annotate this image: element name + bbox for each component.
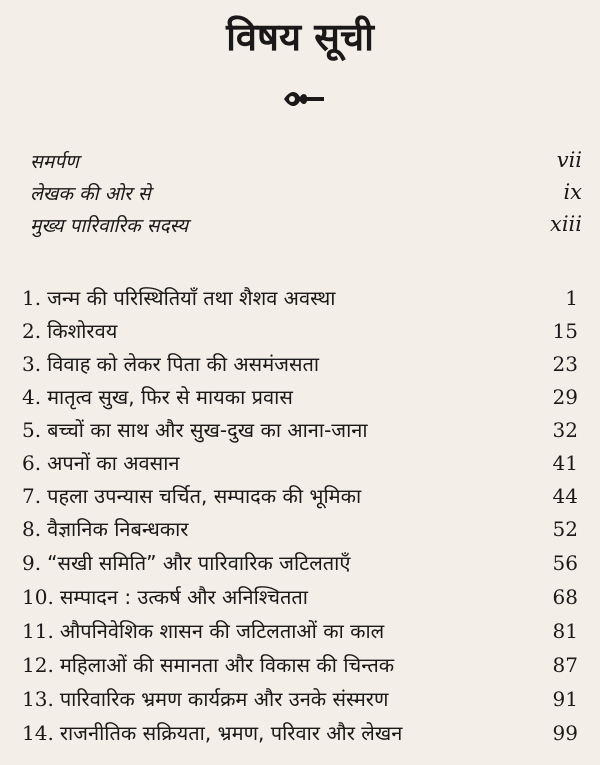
chapter-page: 99 [552,721,578,745]
chapter-number: 10. [22,585,54,609]
chapter-number: 9. [22,551,42,575]
chapter-row[interactable] [22,651,578,678]
chapter-row[interactable] [22,583,578,610]
chapter-number: 3. [22,352,42,376]
chapter-page: 87 [552,653,578,677]
chapter-number: 6. [22,451,42,475]
chapter-page: 15 [552,319,578,343]
front-matter-item[interactable] [30,148,582,174]
chapter-number: 7. [22,484,42,508]
chapter-title: जन्म की परिस्थितियाँ तथा शैशव अवस्था [47,286,336,310]
chapter-page: 23 [552,352,578,376]
chapter-title: अपनों का अवसान [47,451,180,475]
chapter-title: महिलाओं की समानता और विकास की चिन्तक [59,653,395,677]
front-matter-label: लेखक की ओर से [30,183,151,205]
chapter-page: 56 [552,551,578,575]
chapter-page: 44 [552,484,578,508]
chapter-title: बच्चों का साथ और सुख-दुख का आना-जाना [47,418,368,442]
chapter-row[interactable] [22,383,578,410]
chapter-number: 2. [22,319,42,343]
chapter-page: 29 [552,385,578,409]
chapter-page: 52 [552,517,578,541]
chapter-row[interactable] [22,515,578,542]
front-matter-page: xiii [550,212,582,236]
chapter-row[interactable] [22,317,578,344]
chapter-number: 4. [22,385,42,409]
decorative-ornament-icon [282,88,326,110]
chapter-row[interactable] [22,416,578,443]
chapter-title: विवाह को लेकर पिता की असमंजसता [47,352,320,376]
chapter-page: 81 [552,619,578,643]
chapter-title: वैज्ञानिक निबन्धकार [47,517,189,541]
chapter-number: 12. [22,653,54,677]
chapter-page: 1 [565,286,578,310]
chapter-title: पारिवारिक भ्रमण कार्यक्रम और उनके संस्मरण [59,687,389,711]
chapter-row[interactable] [22,482,578,509]
chapter-row[interactable] [22,617,578,644]
chapter-title: राजनीतिक सक्रियता, भ्रमण, परिवार और लेखन [59,721,403,745]
chapter-row[interactable] [22,685,578,712]
front-matter-item[interactable] [30,212,582,238]
chapter-title: मातृत्व सुख, फिर से मायका प्रवास [47,385,293,409]
chapter-number: 1. [22,286,42,310]
chapter-row[interactable] [22,449,578,476]
chapter-row[interactable] [22,284,578,311]
chapter-title: औपनिवेशिक शासन की जटिलताओं का काल [59,619,385,643]
chapter-page: 32 [552,418,578,442]
chapter-title: किशोरवय [47,319,118,343]
chapter-row[interactable] [22,350,578,377]
front-matter-item[interactable] [30,180,582,206]
chapter-row[interactable] [22,719,578,746]
chapter-row[interactable] [22,549,578,576]
chapter-title: पहला उपन्यास चर्चित, सम्पादक की भूमिका [47,484,362,508]
chapter-number: 13. [22,687,54,711]
front-matter-label: समर्पण [30,151,79,173]
chapter-page: 91 [552,687,578,711]
chapter-page: 68 [552,585,578,609]
chapter-title: सम्पादन : उत्कर्ष और अनिश्चितता [59,585,308,609]
chapter-number: 5. [22,418,42,442]
chapter-number: 8. [22,517,42,541]
front-matter-label: मुख्य पारिवारिक सदस्य [30,215,189,237]
chapter-number: 11. [22,619,54,643]
front-matter-page: vii [556,148,582,172]
chapter-title: “सखी समिति” और पारिवारिक जटिलताएँ [47,551,351,575]
front-matter-page: ix [563,180,582,204]
chapter-number: 14. [22,721,54,745]
page-title: विषय सूची [226,15,374,59]
chapter-page: 41 [552,451,578,475]
